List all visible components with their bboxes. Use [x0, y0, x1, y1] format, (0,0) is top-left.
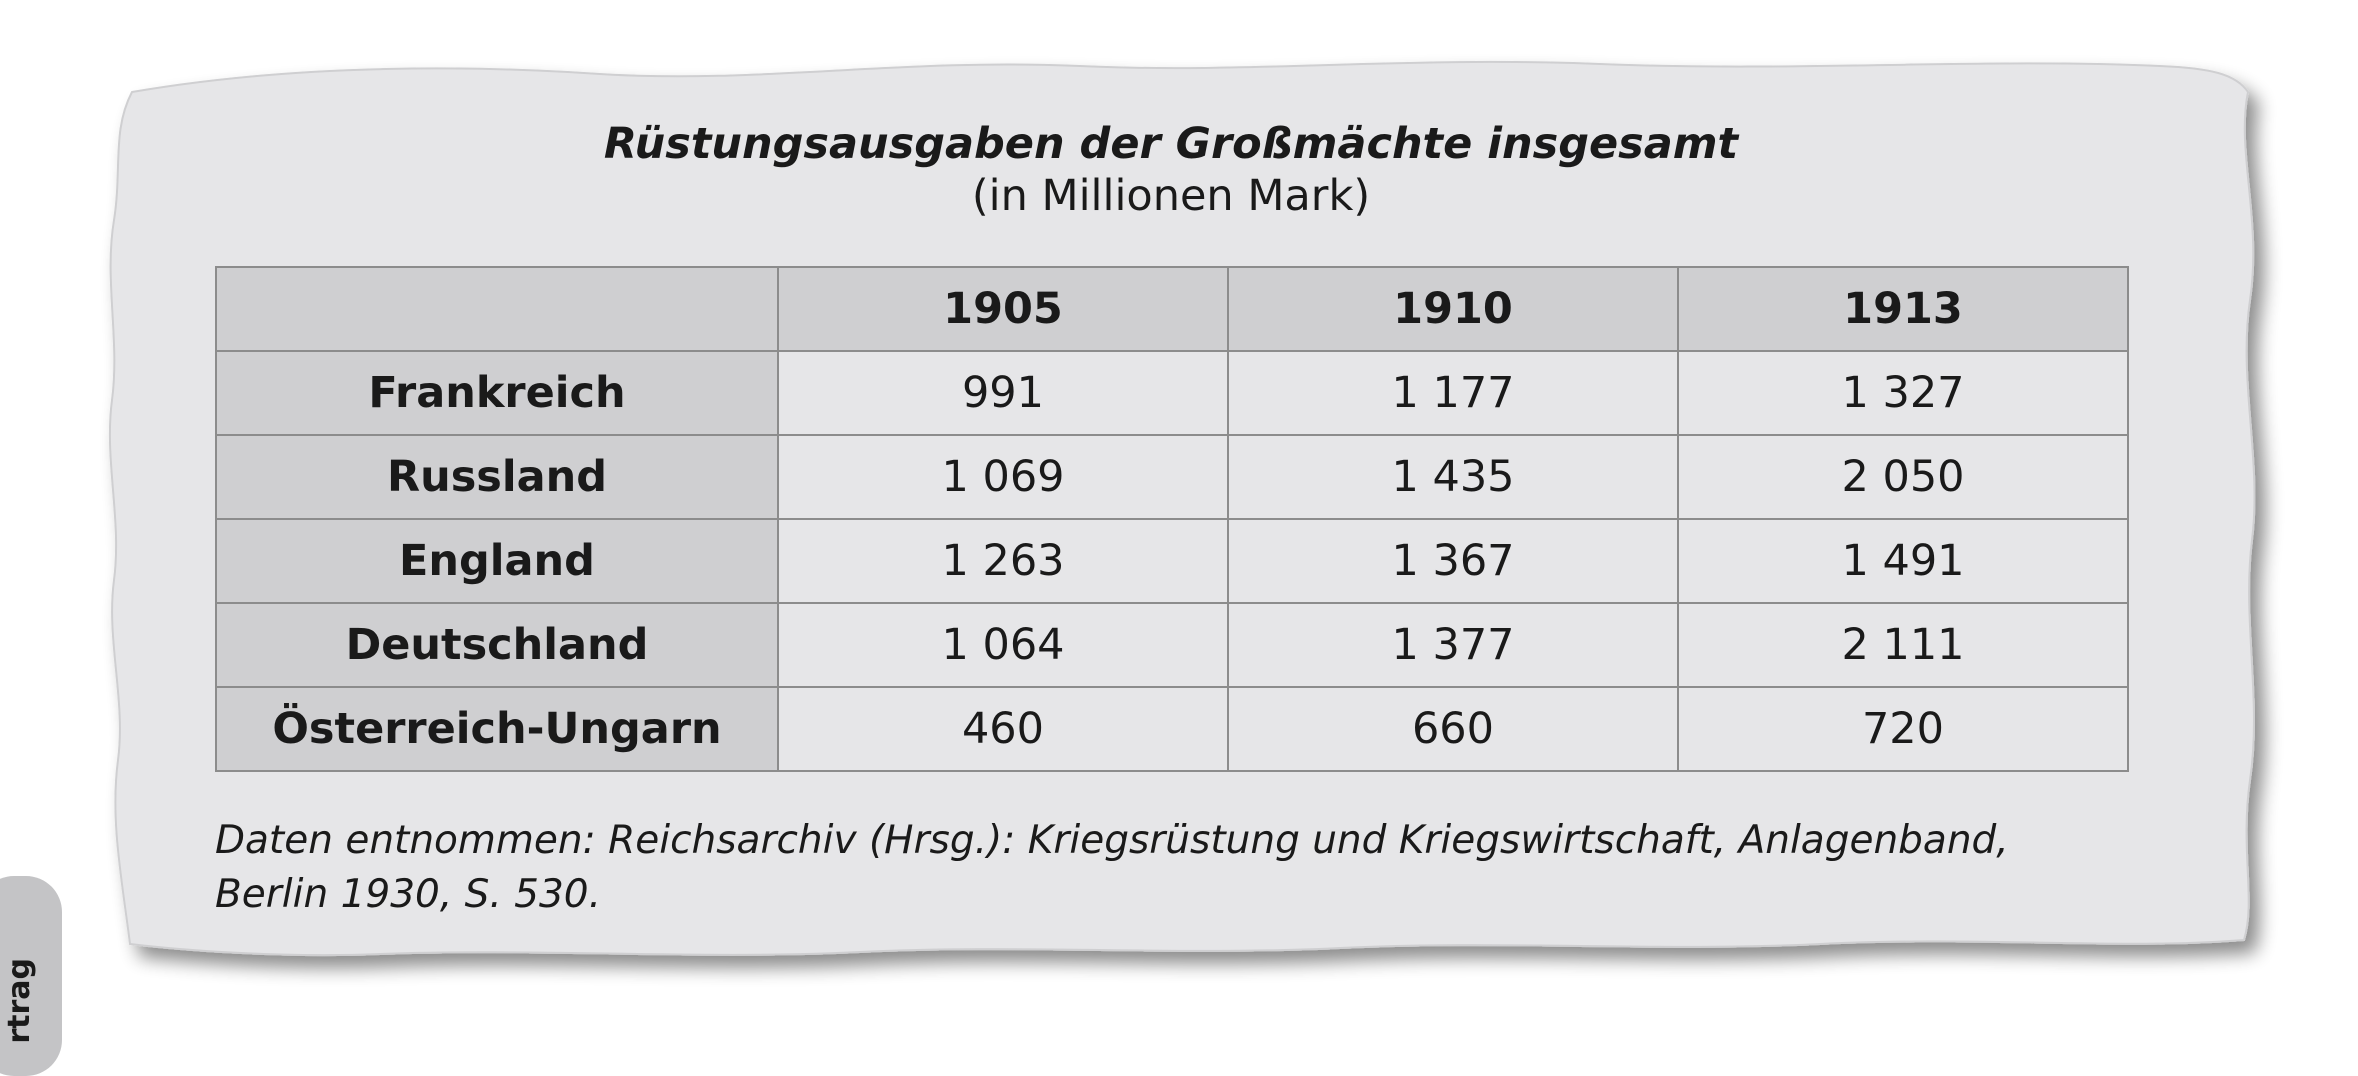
table-row: [216, 435, 2128, 519]
column-header: 1905: [778, 267, 1228, 351]
header-row: [216, 267, 2128, 351]
row-header: Deutschland: [216, 603, 778, 687]
table-row: [216, 687, 2128, 771]
row-header: England: [216, 519, 778, 603]
table-row: [216, 351, 2128, 435]
table-title: Rüstungsausgaben der Großmächte insgesamt: [603, 119, 1739, 169]
table-cell: 1 491: [1678, 519, 2128, 603]
side-tab-label: rtrag: [2, 958, 37, 1044]
table-subtitle: (in Millionen Mark): [971, 171, 1371, 221]
row-header: Frankreich: [216, 351, 778, 435]
table-cell: 1 327: [1678, 351, 2128, 435]
table-cell: 460: [778, 687, 1228, 771]
row-header: Österreich-Ungarn: [216, 687, 778, 771]
data-table: [215, 266, 2129, 772]
table-cell: 2 050: [1678, 435, 2128, 519]
table-cell: 1 064: [778, 603, 1228, 687]
table-row: [216, 603, 2128, 687]
source-citation: Daten entnommen: Reichsarchiv (Hrsg.): Kriegsrüstung und Kriegswirtschaft, Anlagenband, Berlin 1930, S. 530.: [215, 818, 2009, 917]
table-cell: 2 111: [1678, 603, 2128, 687]
table-cell: 1 367: [1228, 519, 1678, 603]
table-cell: 1 177: [1228, 351, 1678, 435]
table-cell: 660: [1228, 687, 1678, 771]
column-header: 1913: [1678, 267, 2128, 351]
table-cell: 991: [778, 351, 1228, 435]
content-area: [215, 118, 2127, 922]
corner-cell: [216, 267, 778, 351]
column-header: 1910: [1228, 267, 1678, 351]
table-cell: 1 263: [778, 519, 1228, 603]
table-row: [216, 519, 2128, 603]
table-cell: 1 069: [778, 435, 1228, 519]
table-cell: 1 377: [1228, 603, 1678, 687]
table-cell: 720: [1678, 687, 2128, 771]
table-cell: 1 435: [1228, 435, 1678, 519]
row-header: Russland: [216, 435, 778, 519]
